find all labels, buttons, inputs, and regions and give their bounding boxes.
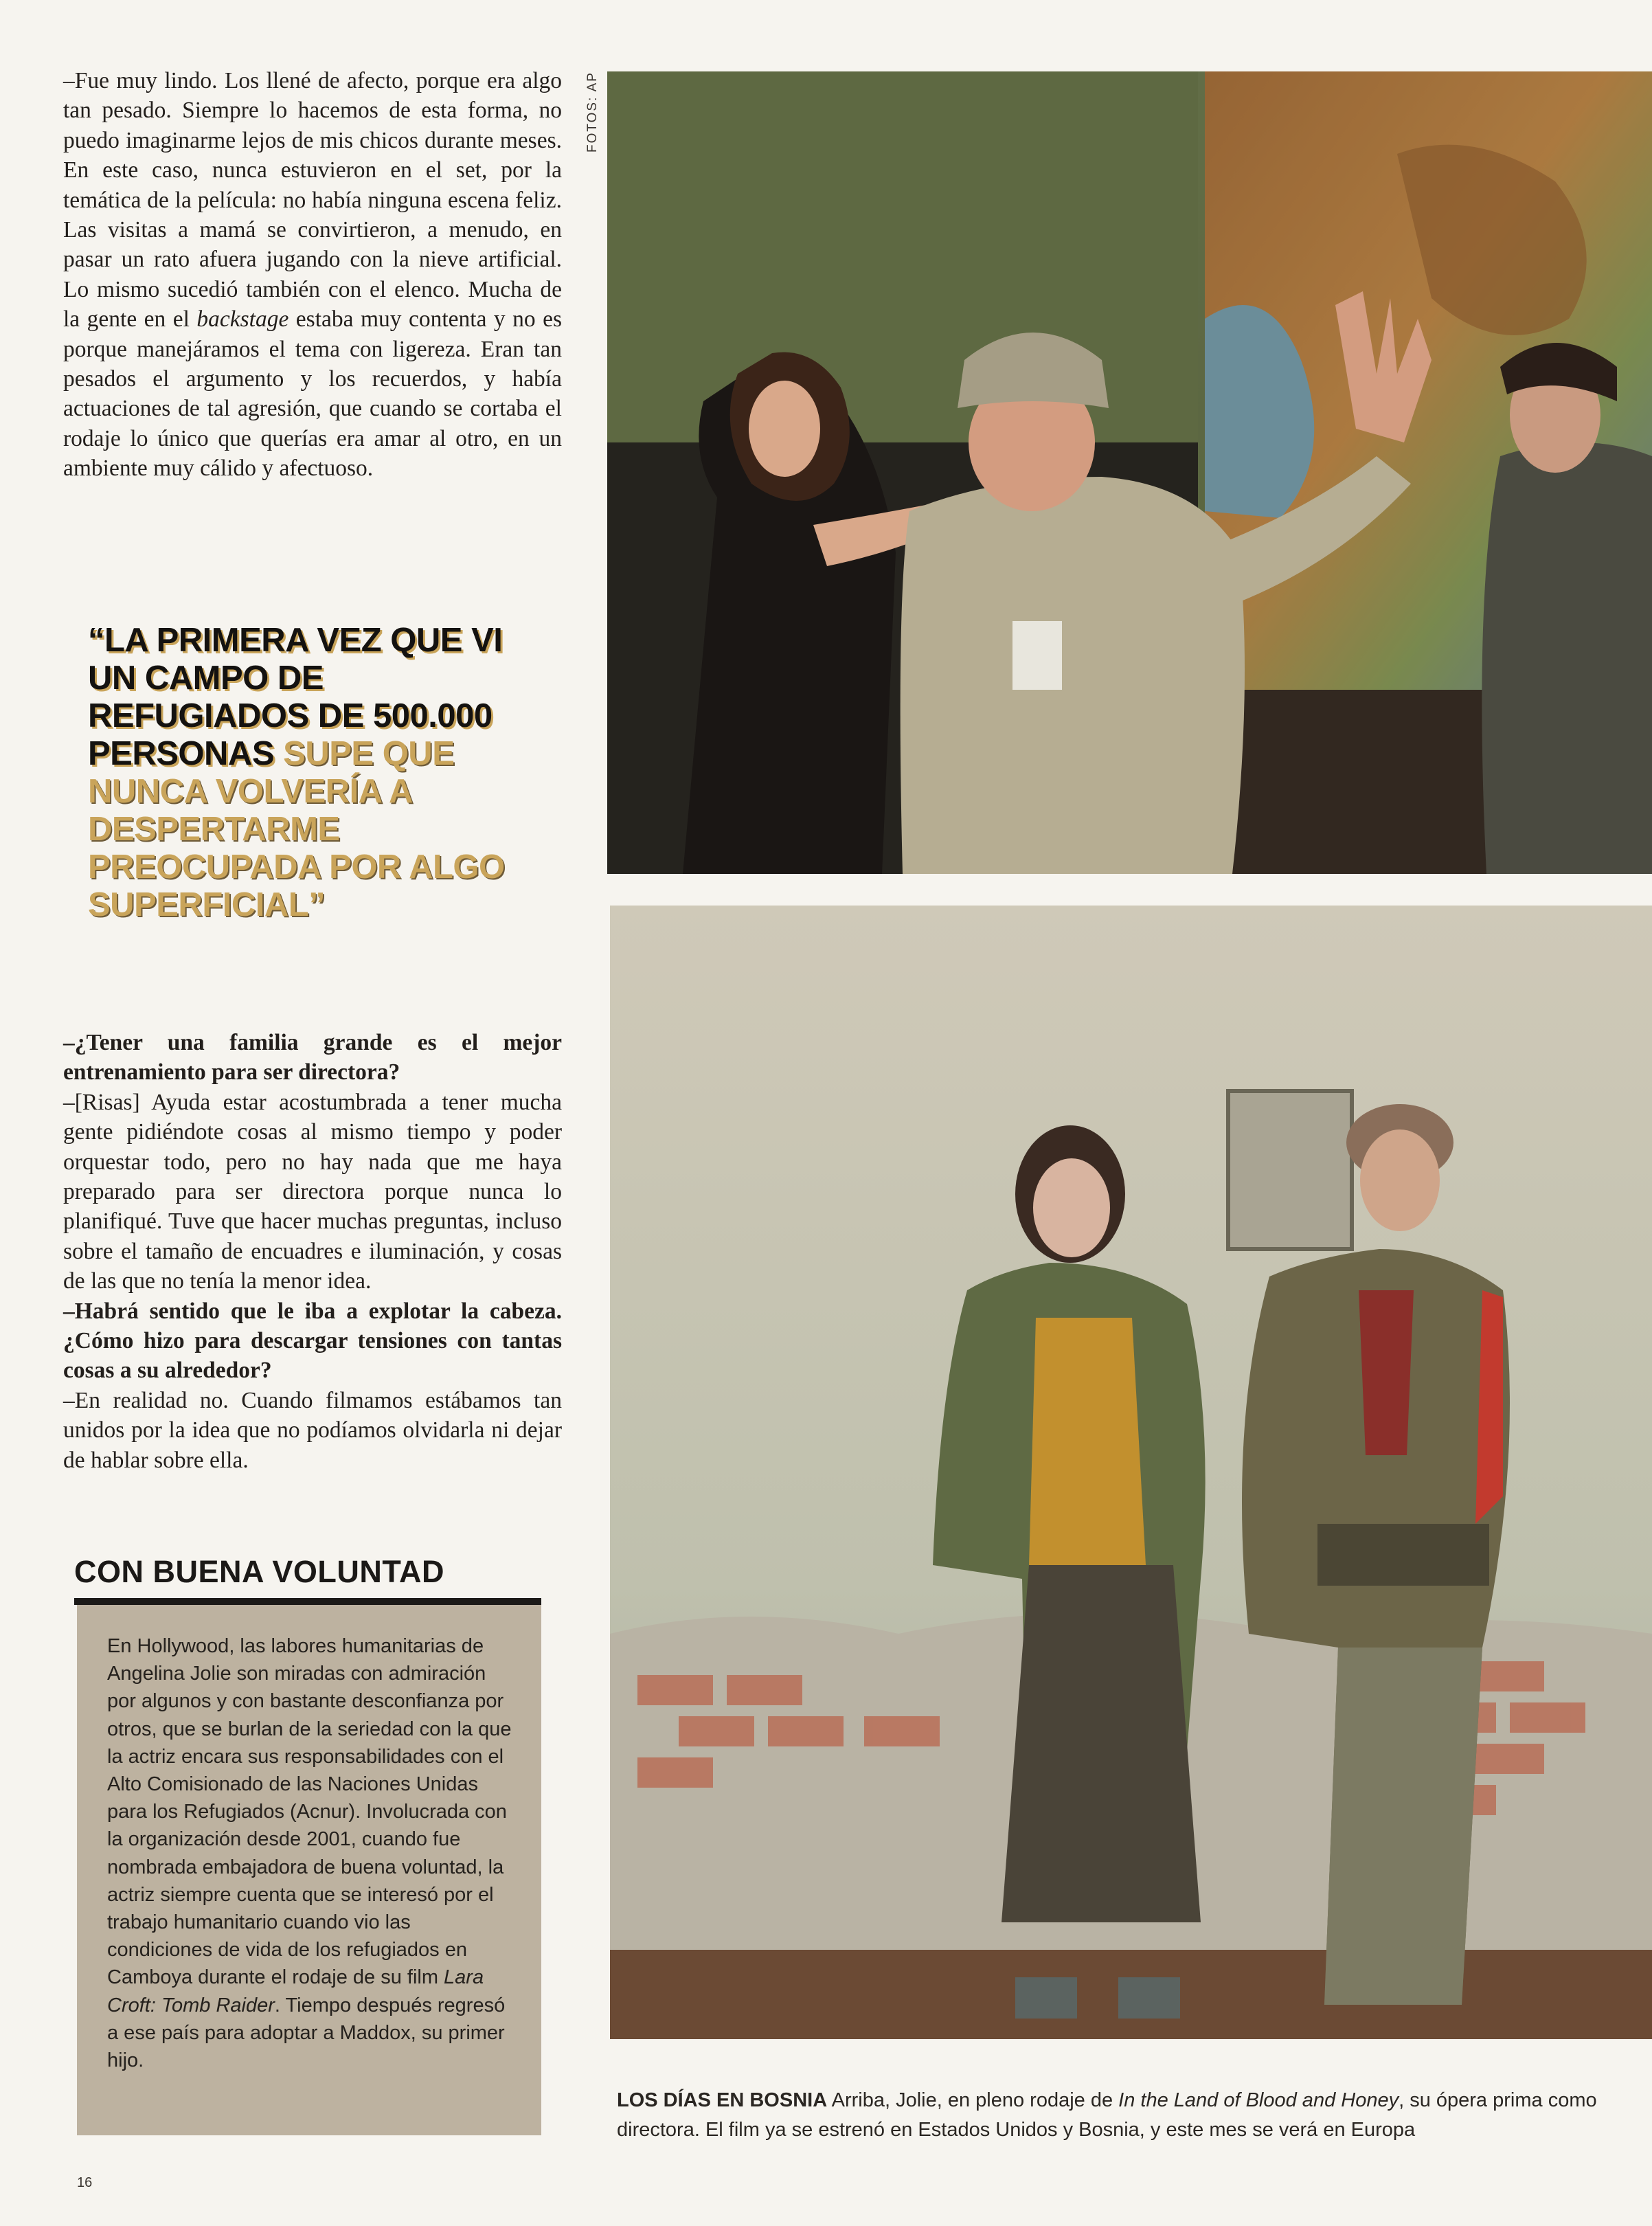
- sidebar-rule: [74, 1598, 541, 1605]
- interview-answer-1: –[Risas] Ayuda estar acostumbrada a tener mucha gente pidiéndote cosas al mismo tiempo y poder orquestar todo, pero no hay nada que me haya preparado para ser directora porque nunca lo planifiqué. Tuve que hacer muchas preguntas, incluso sobre el tamaño de encuadres e iluminación, y cosas de las que no tenía la menor idea.: [63, 1089, 562, 1294]
- caption-film-title: In the Land of Blood and Honey: [1118, 2089, 1399, 2111]
- interview-column: [63, 1028, 562, 1475]
- intro-text-1: –Fue muy lindo. Los llené de afecto, porque era algo tan pesado. Siempre lo hacemos de esta forma, no puedo imaginarme lejos de mis chicos durante meses. En este caso, nunca estuvieron en el set, por la temática de la película: no había ninguna escena feliz. Las visitas a mamá se convirtieron, a menudo, en pasar un rato afuera jugando con la nieve artificial. Lo mismo sucedió también con el elenco. Mucha de la gente en el: [63, 68, 562, 333]
- photo-on-set: [607, 71, 1652, 874]
- article-intro-column: [63, 66, 562, 484]
- sidebar-film-title: Lara Croft: Tomb Raider: [107, 1966, 484, 2016]
- caption-text-1: Arriba, Jolie, en pleno rodaje de: [827, 2089, 1119, 2111]
- interview-question-2: –Habrá sentido que le iba a explotar la cabeza. ¿Cómo hizo para descargar tensiones con tantas cosas a su alrededor?: [63, 1298, 562, 1384]
- interview-answer-2: –En realidad no. Cuando filmamos estábamos tan unidos por la idea que no podíamos olvidarla ni dejar de hablar sobre ella.: [63, 1387, 562, 1473]
- caption-text-2: , su ópera prima como directora. El film ya se estrenó en Estados Unidos y Bosnia, y este mes se verá en Europa: [617, 2089, 1597, 2141]
- sidebar-text-2: . Tiempo después regresó a ese país para adoptar a Maddox, su primer hijo.: [107, 1994, 506, 2072]
- pull-quote-dark: “LA PRIMERA VEZ QUE VI UN CAMPO DE REFUGIADOS DE 500.000 PERSONAS: [88, 622, 503, 772]
- pull-quote: [88, 622, 541, 924]
- intro-paragraph: [63, 66, 562, 484]
- page-number: 16: [77, 2175, 93, 2190]
- sidebar-box: [77, 1605, 541, 2135]
- photo-caption: [617, 2086, 1647, 2145]
- photo-credit: FOTOS: AP: [585, 71, 600, 153]
- photo-film-still-illustration: [610, 906, 1652, 2039]
- interview-question-1: –¿Tener una familia grande es el mejor entrenamiento para ser directora?: [63, 1030, 562, 1086]
- pull-quote-gold: SUPE QUE NUNCA VOLVERÍA A DESPERTARME PREOCUPADA POR ALGO SUPERFICIAL”: [88, 735, 505, 923]
- photo-on-set-illustration: [607, 71, 1652, 874]
- intro-text-2: estaba muy contenta y no es porque manejáramos el tema con ligereza. Eran tan pesados el argumento y los recuerdos, y había actuaciones de tal agresión, que cuando se cortaba el rodaje lo único que querías era amar al otro, en un ambiente muy cálido y afectuoso.: [63, 306, 562, 482]
- intro-italic-term: backstage: [196, 306, 289, 333]
- caption-lead: LOS DÍAS EN BOSNIA: [617, 2089, 828, 2111]
- sidebar-title: CON BUENA VOLUNTAD: [74, 1554, 444, 1589]
- photo-film-still: [610, 906, 1652, 2039]
- sidebar-text-1: En Hollywood, las labores humanitarias de Angelina Jolie son miradas con admiración por algunos y con bastante desconfianza por otros, que se burlan de la seriedad con la que la actriz encara sus responsabilidades con el Alto Comisionado de las Naciones Unidas para los Refugiados (Acnur). Involucrada con la organización desde 2001, cuando fue nombrada embajadora de buena voluntad, la actriz siempre cuenta que se interesó por el trabajo humanitario cuando vio las condiciones de vida de los refugiados en Camboya durante el rodaje de su film: [107, 1635, 512, 1989]
